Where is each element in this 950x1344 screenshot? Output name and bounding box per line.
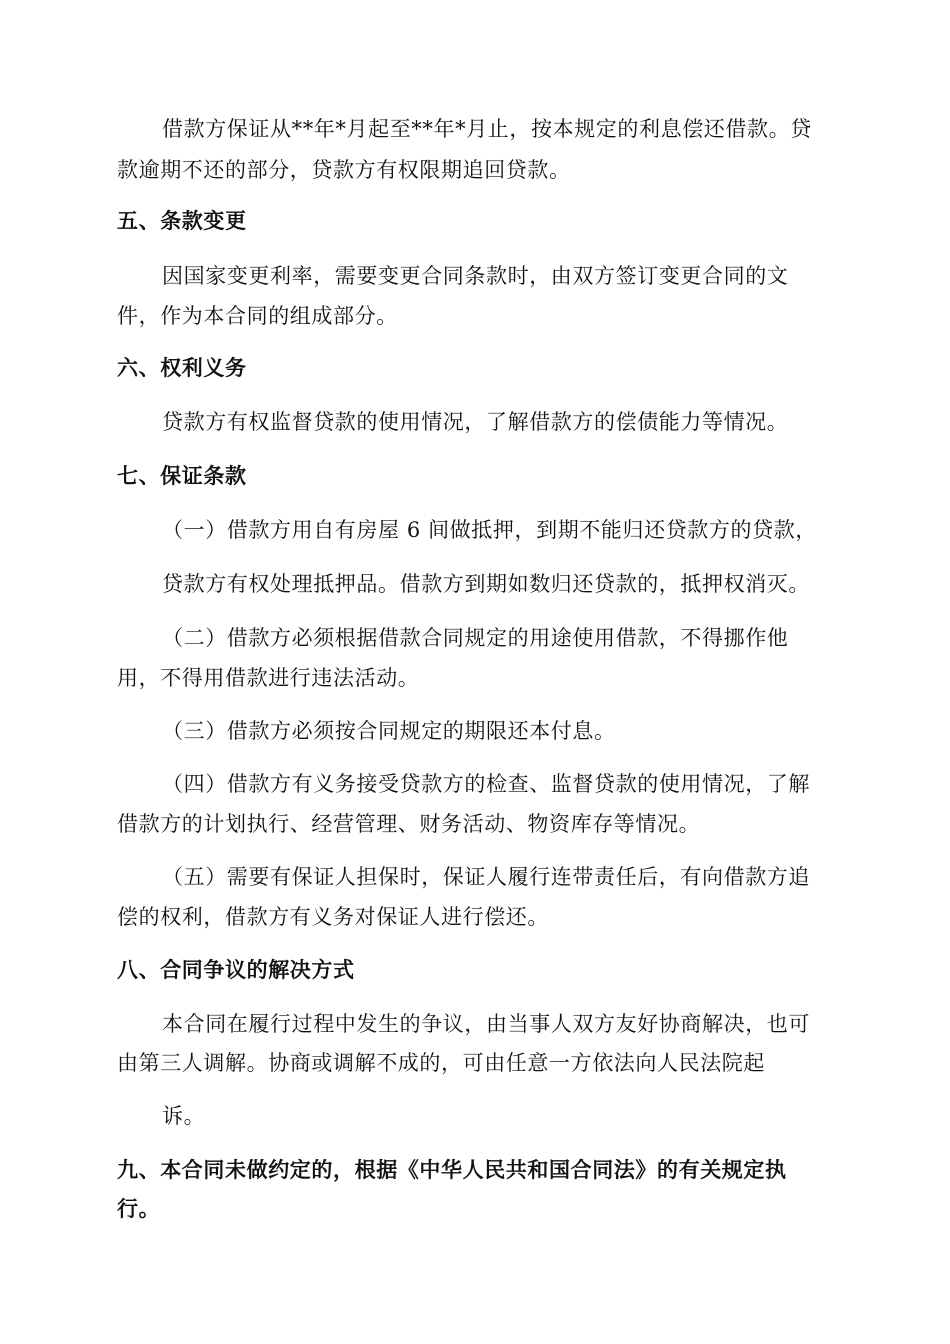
section-heading-8: 八、合同争议的解决方式 xyxy=(117,958,355,982)
paragraph-rights-line-1: 贷款方有权监督贷款的使用情况，了解借款方的偿债能力等情况。 xyxy=(162,410,789,434)
section-heading-6: 六、权利义务 xyxy=(117,356,247,380)
section-heading-9-line-1: 九、本合同未做约定的，根据《中华人民共和国合同法》的有关规定执 xyxy=(117,1158,787,1182)
paragraph-repayment-line-1: 借款方保证从**年*月起至**年*月止，按本规定的利息偿还借款。贷 xyxy=(162,117,812,141)
section-heading-7: 七、保证条款 xyxy=(117,464,247,488)
clause-4-line-2: 借款方的计划执行、经营管理、财务活动、物资库存等情况。 xyxy=(117,812,701,836)
paragraph-dispute-line-1: 本合同在履行过程中发生的争议，由当事人双方友好协商解决，也可 xyxy=(162,1012,810,1036)
clause-3-line-1: （三）借款方必须按合同规定的期限还本付息。 xyxy=(162,719,616,743)
paragraph-dispute-line-2: 由第三人调解。协商或调解不成的，可由任意一方依法向人民法院起 xyxy=(117,1051,765,1075)
paragraph-change-line-1: 因国家变更利率，需要变更合同条款时，由双方签订变更合同的文 xyxy=(162,264,789,288)
clause-5-line-2: 偿的权利，借款方有义务对保证人进行偿还。 xyxy=(117,905,549,929)
clause-2-line-2: 用，不得用借款进行违法活动。 xyxy=(117,666,420,690)
clause-1-line-1: （一）借款方用自有房屋 6 间做抵押，到期不能归还贷款方的贷款， xyxy=(162,518,817,542)
clause-5-line-1: （五）需要有保证人担保时，保证人履行连带责任后，有向借款方追 xyxy=(162,865,810,889)
clause-4-line-1: （四）借款方有义务接受贷款方的检查、监督贷款的使用情况，了解 xyxy=(162,772,810,796)
paragraph-change-line-2: 件，作为本合同的组成部分。 xyxy=(117,304,398,328)
section-heading-5: 五、条款变更 xyxy=(117,209,247,233)
clause-2-line-1: （二）借款方必须根据借款合同规定的用途使用借款，不得挪作他 xyxy=(162,626,789,650)
paragraph-dispute-line-3: 诉。 xyxy=(162,1104,206,1128)
paragraph-repayment-line-2: 款逾期不还的部分，贷款方有权限期追回贷款。 xyxy=(117,158,571,182)
section-heading-9-line-2: 行。 xyxy=(117,1197,161,1221)
clause-1-line-2: 贷款方有权处理抵押品。借款方到期如数归还贷款的，抵押权消灭。 xyxy=(162,572,810,596)
